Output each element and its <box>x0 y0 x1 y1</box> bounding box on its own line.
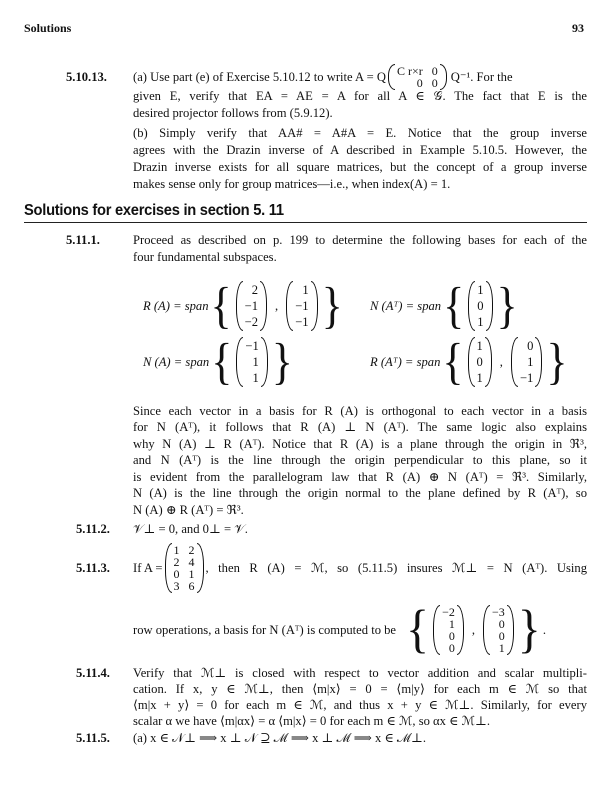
matrix-column <box>520 338 533 386</box>
matrix-column <box>477 338 483 386</box>
matrix-column <box>295 282 308 330</box>
matrix-entry: 1 <box>477 283 484 297</box>
column-vector <box>236 337 267 387</box>
matrix-entry: 0 <box>431 64 438 78</box>
matrix-entry: 4 <box>188 555 195 569</box>
matrix-entry: −1 <box>244 299 259 313</box>
right-paren <box>261 337 268 387</box>
label: R (A) = span <box>143 298 209 313</box>
matrix-column <box>245 338 258 386</box>
matrix-entry: −1 <box>519 371 534 385</box>
matrix-column <box>477 282 483 330</box>
left-paren <box>483 605 490 655</box>
section-rule <box>24 222 587 223</box>
column-vector <box>433 605 464 655</box>
matrix-column <box>492 606 505 654</box>
text: Q⁻¹. For the <box>450 70 513 84</box>
range-AT-basis <box>370 333 569 390</box>
null-AT-basis <box>370 277 520 334</box>
matrix-entry: 1 <box>448 617 455 631</box>
exercise-number: 5.11.3. <box>76 561 110 575</box>
matrix-entry: C r×r <box>396 64 423 78</box>
text-line: Drazin inverse exists for all square matrices, but the concept of a group inverse <box>133 160 587 174</box>
close-brace: } <box>546 333 568 390</box>
matrix-entry: 1 <box>527 355 534 369</box>
exercise-number: 5.10.13. <box>66 70 107 84</box>
right-paren <box>486 281 493 331</box>
column-vector <box>286 281 317 331</box>
open-brace: { <box>211 333 233 390</box>
matrix-column <box>432 65 438 89</box>
column-vector <box>483 605 514 655</box>
page-number: 93 <box>572 21 584 35</box>
range-A-basis <box>143 277 345 334</box>
text-line: and N (Aᵀ) is the line through the origin perpendicular to this plane, so it <box>133 453 587 467</box>
close-brace: } <box>321 277 343 334</box>
left-paren <box>433 605 440 655</box>
matrix-entry: −3 <box>492 605 505 619</box>
text-line: (b) Simply verify that AA# = A#A = E. Notice that the group inverse <box>133 126 587 140</box>
matrix-entry: 1 <box>476 339 483 353</box>
matrix-entry: 0 <box>527 339 534 353</box>
comma: , <box>275 298 279 313</box>
running-title: Solutions <box>24 21 72 35</box>
column-vector <box>236 281 267 331</box>
text-line: N (A) ⊕ R (Aᵀ) = ℜ³. <box>133 503 244 517</box>
exercise-number: 5.11.2. <box>76 522 110 536</box>
text-line: makes sense only for group matrices—i.e., when index(A) = 1. <box>133 177 451 191</box>
text-line: 𝒱⊥ = 0, and 0⊥ = 𝒱. <box>133 522 248 536</box>
matrix-entry: 0 <box>476 355 483 369</box>
text-line: Verify that ℳ⊥ is closed with respect to vector addition and scalar multipli- <box>133 666 587 680</box>
text-line: ⟨m|x + y⟩ = 0 for each m ∈ ℳ, and thus x + y ∈ ℳ⊥. Similarly, for every <box>133 698 587 712</box>
matrix-entry: 6 <box>188 579 195 593</box>
right-paren <box>311 281 318 331</box>
column-vector <box>468 281 492 331</box>
comma: , <box>471 622 476 637</box>
exercise-5-11-3-first-line <box>133 542 587 594</box>
text-line: four fundamental subspaces. <box>133 250 277 264</box>
close-brace: } <box>271 333 293 390</box>
text-line: Since each vector in a basis for R (A) is orthogonal to each vector in a basis <box>133 404 587 418</box>
right-paren <box>197 543 204 593</box>
matrix-entry: 0 <box>448 629 455 643</box>
matrix-column <box>397 65 423 89</box>
exercise-number: 5.11.5. <box>76 731 110 745</box>
matrix-entry: 1 <box>252 371 259 385</box>
matrix-entry: 1 <box>188 567 195 581</box>
text-line: given E, verify that EA = AE = A for all A ∈ 𝒢. The fact that E is the <box>133 89 587 103</box>
open-brace: { <box>443 277 465 334</box>
comma: , <box>499 354 503 369</box>
text-line: agrees with the Drazin inverse of A described in Example 5.10.5. However, the <box>133 143 587 157</box>
right-paren <box>440 64 447 90</box>
period: . <box>542 622 546 637</box>
matrix-column <box>442 606 455 654</box>
right-paren <box>457 605 464 655</box>
text: If A = <box>133 560 163 575</box>
left-paren <box>236 337 243 387</box>
open-brace: { <box>442 333 464 390</box>
right-paren <box>260 281 267 331</box>
matrix-entry: 0 <box>173 567 180 581</box>
vector-set <box>234 337 269 387</box>
text-line: (a) x ∈ 𝒩⊥ ⟹ x ⊥ 𝒩 ⊇ ℳ ⟹ x ⊥ ℳ ⟹ x ∈ ℳ⊥. <box>133 731 427 745</box>
matrix <box>388 64 447 90</box>
matrix-entry: 0 <box>416 76 423 90</box>
matrix-entry: 1 <box>252 355 259 369</box>
vector-set <box>234 281 320 331</box>
close-brace: } <box>496 277 518 334</box>
matrix-entry: 0 <box>498 629 505 643</box>
close-brace: } <box>517 600 541 659</box>
open-brace: { <box>210 277 232 334</box>
matrix-entry: 2 <box>188 543 195 557</box>
matrix-entry: −1 <box>245 339 259 353</box>
exercise-number: 5.11.4. <box>76 666 110 680</box>
text-line: scalar α we have ⟨m|αx⟩ = α ⟨m|x⟩ = 0 for each m ∈ ℳ, so αx ∈ ℳ⊥. <box>133 714 491 728</box>
column-vector <box>468 337 492 387</box>
right-paren <box>507 605 514 655</box>
label: N (Aᵀ) = span <box>370 298 442 313</box>
matrix-entry: −1 <box>295 315 309 329</box>
matrix-entry: −2 <box>244 315 259 329</box>
matrix-entry: 0 <box>498 617 505 631</box>
matrix-entry: 1 <box>173 543 180 557</box>
label: N (A) = span <box>143 354 210 369</box>
matrix-entry: 1 <box>302 283 309 297</box>
text: row operations, a basis for N (Aᵀ) is computed to be <box>133 622 397 637</box>
text-line: is evident from the parallelogram law that R (A) ⊕ N (Aᵀ) = ℜ³. Similarly, <box>133 470 587 484</box>
text-line: for N (Aᵀ), it follows that R (A) ⊥ N (Aᵀ). The same logic also explains <box>133 420 587 434</box>
matrix-entry: 2 <box>251 283 259 297</box>
matrix-entry: 0 <box>477 299 484 313</box>
matrix-entry: 1 <box>498 641 505 655</box>
open-brace: { <box>406 600 430 659</box>
text-line: N (A) is the line through the origin normal to the plane defined by R (Aᵀ), so <box>133 486 587 500</box>
text-line: desired projector follows from (5.9.12). <box>133 106 333 120</box>
exercise-number: 5.11.1. <box>66 233 100 247</box>
matrix-entry: −2 <box>442 605 455 619</box>
exercise-5-11-3-second-line <box>133 601 587 659</box>
matrix-column <box>189 544 195 592</box>
vector-set <box>431 605 516 655</box>
left-paren <box>236 281 243 331</box>
text: (a) Use part (e) of Exercise 5.10.12 to write A = Q <box>133 69 386 84</box>
matrix-entry: 1 <box>476 371 483 385</box>
matrix-entry: 3 <box>173 579 180 593</box>
section-heading: Solutions for exercises in section 5. 11 <box>24 202 284 219</box>
text: , then R (A) = ℳ, so (5.11.5) insures ℳ⊥ = N (Aᵀ). Using <box>205 561 587 575</box>
right-paren <box>535 337 542 387</box>
matrix-entry: 1 <box>477 315 484 329</box>
vector-set <box>466 281 494 331</box>
matrix-entry: 2 <box>173 555 180 569</box>
column-vector <box>511 337 542 387</box>
matrix-A <box>165 543 204 593</box>
matrix-column <box>245 282 258 330</box>
matrix-entry: −1 <box>295 299 309 313</box>
vector-set <box>466 337 545 387</box>
left-paren <box>468 281 475 331</box>
left-paren <box>388 64 395 90</box>
left-paren <box>468 337 475 387</box>
right-paren <box>485 337 492 387</box>
label: R (Aᵀ) = span <box>370 354 441 369</box>
matrix-entry: 0 <box>431 76 438 90</box>
left-paren <box>286 281 293 331</box>
matrix-entry: 0 <box>448 641 455 655</box>
text-line: cation. If x, y ∈ ℳ⊥, then ⟨m|x⟩ = 0 = ⟨m|y⟩ for each m ∈ ℳ so that <box>133 682 587 696</box>
null-A-basis <box>143 333 295 390</box>
left-paren <box>165 543 172 593</box>
text-line: why N (A) ⊥ R (Aᵀ). Notice that R (A) is a plane through the origin in ℜ³, <box>133 437 587 451</box>
left-paren <box>511 337 518 387</box>
text-line: Proceed as described on p. 199 to determine the following bases for each of the <box>133 233 587 247</box>
matrix-column <box>174 544 180 592</box>
